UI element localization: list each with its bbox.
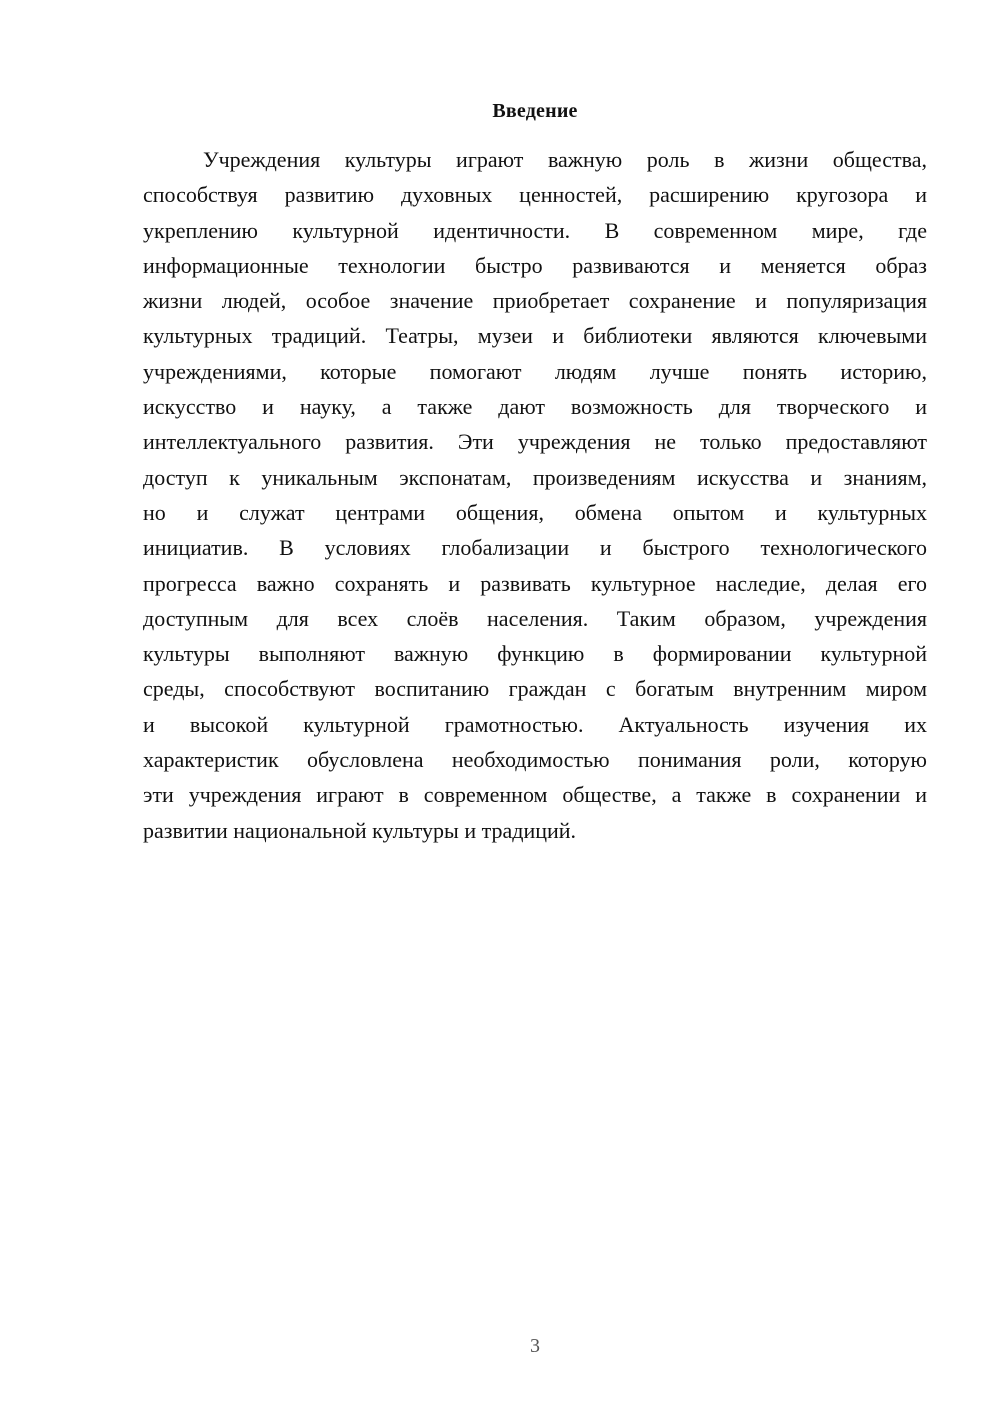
paragraph-line: Учреждения культуры играют важную роль в жизни общества, [203,147,927,172]
paragraph-line: способствуя развитию духовных ценностей, расширению кругозора и [143,182,927,208]
paragraph-line: доступным для всех слоёв населения. Таким образом, учреждения [143,605,927,631]
paragraph-line: информационные технологии быстро развиваются и меняется образ [143,252,927,278]
page-number: 3 [530,1335,540,1357]
paragraph-line: культурных традиций. Театры, музеи и библиотеки являются ключевыми [143,323,927,349]
paragraph-line: прогресса важно сохранять и развивать культурное наследие, делая его [143,570,927,596]
paragraph-line: и высокой культурной грамотностью. Актуальность изучения их [143,711,927,737]
paragraph-line: культуры выполняют важную функцию в формировании культурной [143,641,927,667]
paragraph-line: развитии национальной культуры и традиций. [143,817,577,843]
paragraph-line: эти учреждения играют в современном обществе, а также в сохранении и [143,782,927,808]
paragraph-line: укреплению культурной идентичности. В современном мире, где [143,217,927,243]
paragraph-line: учреждениями, которые помогают людям лучше понять историю, [143,358,927,384]
paragraph-line: характеристик обусловлена необходимостью понимания роли, которую [143,747,927,773]
body-paragraph [143,142,927,848]
paragraph-line: инициатив. В условиях глобализации и быстрого технологического [143,535,927,561]
paragraph-line: интеллектуального развития. Эти учреждения не только предоставляют [143,429,927,455]
paragraph-line: искусство и науку, а также дают возможность для творческого и [143,394,927,420]
paragraph-line: но и служат центрами общения, обмена опытом и культурных [143,499,927,525]
paragraph-line: среды, способствуют воспитанию граждан с богатым внутренним миром [143,676,927,702]
paragraph-line: жизни людей, особое значение приобретает сохранение и популяризация [143,288,927,314]
section-heading: Введение [492,100,578,122]
paragraph-line: доступ к уникальным экспонатам, произведениям искусства и знаниям, [143,464,927,490]
